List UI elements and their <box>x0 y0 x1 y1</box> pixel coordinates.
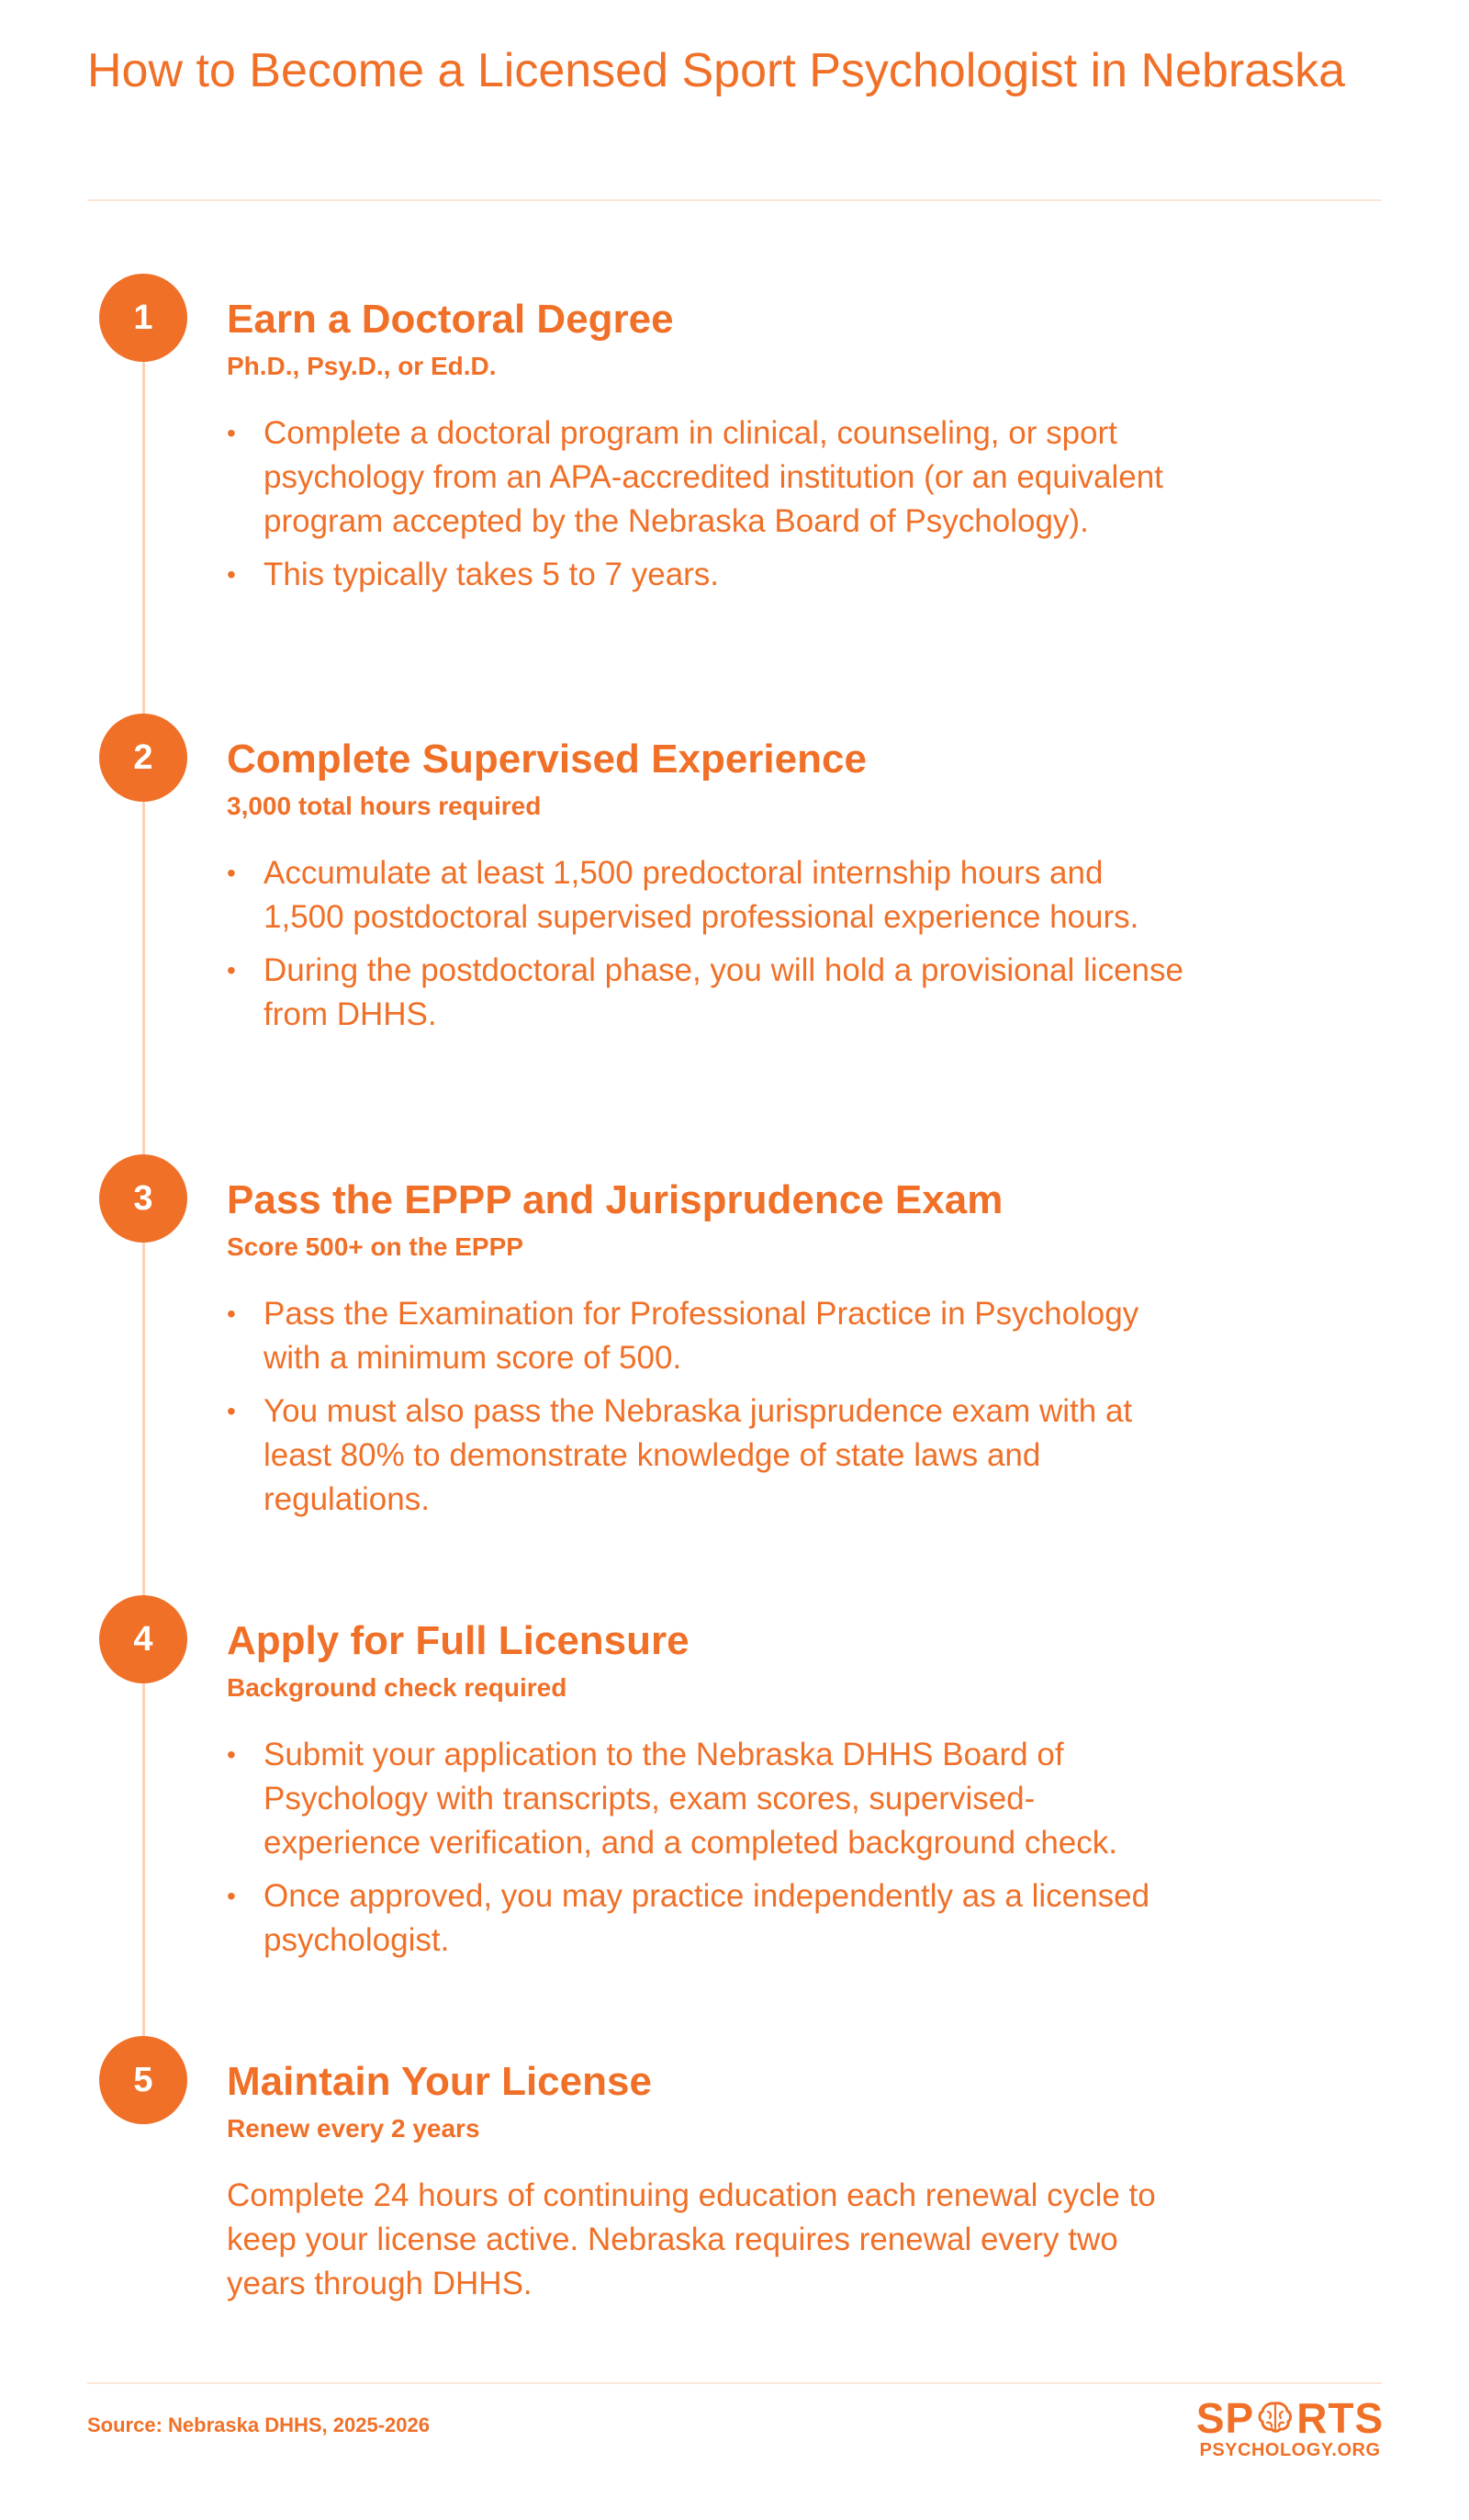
step-subtitle: Renew every 2 years <box>227 2114 480 2143</box>
bullet-icon: • <box>227 1740 236 1769</box>
source-note: Source: Nebraska DHHS, 2025-2026 <box>87 2413 430 2436</box>
step-title: Apply for Full Licensure <box>227 1618 690 1663</box>
step-bullet-list <box>227 1292 1191 1522</box>
logo-subtext: PSYCHOLOGY.ORG <box>1199 2440 1381 2460</box>
list-item <box>227 851 1191 939</box>
bullet-icon: • <box>227 1299 236 1328</box>
step-subtitle: 3,000 total hours required <box>227 792 542 820</box>
step-content <box>227 1175 1191 1531</box>
logo-wordmark-part-2: RTS <box>1296 2394 1385 2442</box>
list-item <box>227 1292 1191 1380</box>
step-bullet-list <box>227 1733 1191 1963</box>
step-content <box>227 294 1191 606</box>
step-subtitle: Ph.D., Psy.D., or Ed.D. <box>227 352 497 380</box>
bullet-icon: • <box>227 560 236 589</box>
step-bullet-list <box>227 851 1191 1037</box>
list-item <box>227 949 1191 1037</box>
bullet-icon: • <box>227 1397 236 1425</box>
logo-wordmark-part-1: SP <box>1195 2394 1255 2442</box>
bullet-icon: • <box>227 956 236 984</box>
bullet-icon: • <box>227 859 236 887</box>
bullet-icon: • <box>227 1882 236 1910</box>
step-number-badge: 3 <box>99 1154 187 1243</box>
list-item <box>227 1389 1191 1522</box>
logo-wordmark <box>1184 2394 1396 2442</box>
step-content <box>227 1615 1191 1972</box>
list-item-text: Once approved, you may practice independently as a licensed psychologist. <box>264 1878 1150 1958</box>
list-item-text: Pass the Examination for Professional Practice in Psychology with a minimum score of 500. <box>264 1296 1139 1376</box>
list-item <box>227 411 1191 544</box>
step-title: Pass the EPPP and Jurisprudence Exam <box>227 1177 1004 1222</box>
step-content <box>227 734 1191 1046</box>
list-item-text: Submit your application to the Nebraska DHHS Board of Psychology with transcripts, exam scores, supervised-experience verification, and a completed background check. <box>264 1737 1117 1861</box>
list-item-text: This typically takes 5 to 7 years. <box>264 557 720 592</box>
step-subtitle: Score 500+ on the EPPP <box>227 1232 523 1261</box>
bullet-icon: • <box>227 419 236 447</box>
brain-icon <box>1256 2399 1295 2437</box>
list-item <box>227 1874 1191 1963</box>
step-title: Maintain Your License <box>227 2059 652 2104</box>
step-number-badge: 1 <box>99 274 187 362</box>
list-item <box>227 1733 1191 1865</box>
step-number-badge: 4 <box>99 1595 187 1683</box>
list-item-text: During the postdoctoral phase, you will hold a provisional license from DHHS. <box>264 952 1183 1032</box>
step-number-badge: 2 <box>99 714 187 802</box>
list-item-text: You must also pass the Nebraska jurisprudence exam with at least 80% to demonstrate knowledge of state laws and regulations. <box>264 1393 1133 1517</box>
header-divider <box>87 199 1382 201</box>
list-item <box>227 553 1191 597</box>
step-title: Complete Supervised Experience <box>227 737 867 782</box>
list-item-text: Complete a doctoral program in clinical, counseling, or sport psychology from an APA-accredited institution (or an equivalent program accepted by the Nebraska Board of Psychology). <box>264 415 1163 539</box>
sportspsychology-logo[interactable] <box>1184 2394 1396 2461</box>
list-item-text: Accumulate at least 1,500 predoctoral internship hours and 1,500 postdoctoral supervised professional experience hours. <box>264 855 1139 935</box>
step-description: Complete 24 hours of continuing education each renewal cycle to keep your license active. Nebraska requires renewal every two years through DHHS. <box>227 2177 1156 2301</box>
step-bullet-list <box>227 411 1191 597</box>
page-title: How to Become a Licensed Sport Psychologist in Nebraska <box>87 44 1346 97</box>
step-subtitle: Background check required <box>227 1673 567 1702</box>
step-number-badge: 5 <box>99 2036 187 2124</box>
step-title: Earn a Doctoral Degree <box>227 297 674 342</box>
footer-divider <box>87 2382 1382 2384</box>
step-content <box>227 2056 1191 2306</box>
